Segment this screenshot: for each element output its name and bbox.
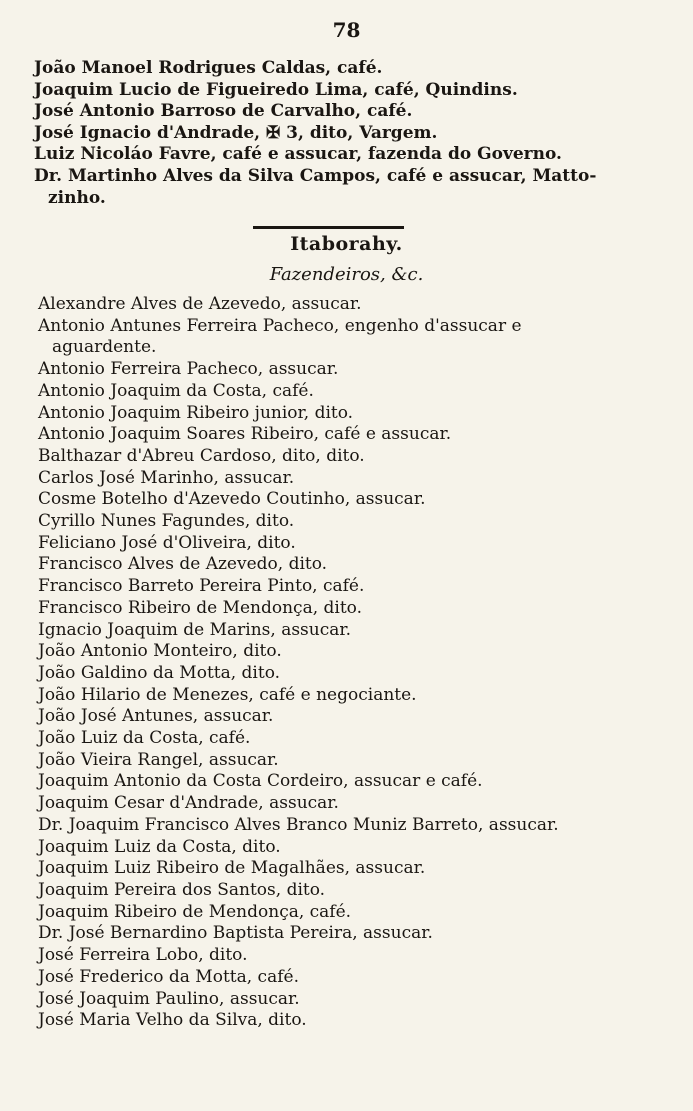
list-entry: Joaquim Luiz Ribeiro de Magalhães, assucar. [38, 858, 426, 879]
list-entry: João José Antunes, assucar. [38, 706, 274, 727]
list-entry: Carlos José Marinho, assucar. [38, 467, 295, 488]
list-entry: José Ferreira Lobo, dito. [38, 945, 248, 966]
list-entry: Joaquim Antonio da Costa Cordeiro, assucar e café. [38, 771, 483, 792]
continuation-text: aguardente. [52, 337, 157, 358]
list-entry: João Hilario de Menezes, café e negociante. [38, 684, 417, 705]
list-entry: Cyrillo Nunes Fagundes, dito. [38, 511, 295, 532]
list-entry: José Maria Velho da Silva, dito. [38, 1010, 307, 1031]
list-entry: Joaquim Cesar d'Andrade, assucar. [38, 793, 339, 814]
list-entry: Francisco Alves de Azevedo, dito. [38, 554, 328, 575]
list-entry: João Galdino da Motta, dito. [38, 662, 281, 683]
list-entry: Dr. Joaquim Francisco Alves Branco Muniz Barreto, assucar. [38, 814, 559, 835]
list-entry: Antonio Joaquim Ribeiro junior, dito. [38, 402, 354, 423]
list-entry: Antonio Antunes Ferreira Pacheco, engenho d'assucar e [38, 315, 522, 336]
page-number: 78 [332, 18, 361, 42]
list-entry: Joaquim Ribeiro de Mendonça, café. [38, 901, 352, 922]
list-entry: Joaquim Pereira dos Santos, dito. [38, 879, 326, 900]
list-entry: Luiz Nicoláo Favre, café e assucar, fazenda do Governo. [34, 144, 562, 165]
section-subtitle: Fazendeiros, &c. [269, 264, 424, 285]
list-entry: Joaquim Luiz da Costa, dito. [38, 836, 281, 857]
list-entry: João Luiz da Costa, café. [38, 728, 251, 749]
list-entry: José Antonio Barroso de Carvalho, café. [34, 101, 413, 122]
list-entry-continuation [38, 337, 658, 359]
list-entry: Dr. Martinho Alves da Silva Campos, café e assucar, Matto- [34, 165, 597, 186]
list-entry: José Frederico da Motta, café. [38, 966, 299, 987]
section-divider [253, 226, 404, 229]
list-entry: João Manoel Rodrigues Caldas, café. [34, 58, 383, 78]
list-entry: Francisco Ribeiro de Mendonça, dito. [38, 597, 363, 618]
list-entry: Dr. José Bernardino Baptista Pereira, assucar. [38, 923, 433, 944]
list-entry: José Joaquim Paulino, assucar. [38, 988, 300, 1009]
list-entry: João Antonio Monteiro, dito. [38, 641, 282, 662]
list-entry: Antonio Joaquim da Costa, café. [38, 380, 314, 401]
list-entry: Francisco Barreto Pereira Pinto, café. [38, 576, 365, 597]
list-entry: Joaquim Lucio de Figueiredo Lima, café, Quindins. [34, 79, 518, 100]
list-entry: Alexandre Alves de Azevedo, assucar. [38, 294, 362, 314]
previous-section-list [34, 58, 634, 209]
list-entry: Cosme Botelho d'Azevedo Coutinho, assucar. [38, 489, 426, 510]
fazendeiros-list [38, 294, 658, 1032]
list-entry: Antonio Joaquim Soares Ribeiro, café e assucar. [38, 424, 452, 445]
section-title: Itaborahy. [290, 233, 403, 255]
list-entry: Balthazar d'Abreu Cardoso, dito, dito. [38, 445, 365, 466]
list-entry: Antonio Ferreira Pacheco, assucar. [38, 359, 339, 380]
continuation-text: zinho. [48, 187, 106, 208]
list-entry: Ignacio Joaquim de Marins, assucar. [38, 619, 352, 640]
list-entry: João Vieira Rangel, assucar. [38, 749, 279, 770]
list-entry: José Ignacio d'Andrade, ✠ 3, dito, Vargem. [34, 122, 438, 143]
list-entry: Feliciano José d'Oliveira, dito. [38, 532, 296, 553]
list-entry-continuation [34, 188, 634, 210]
